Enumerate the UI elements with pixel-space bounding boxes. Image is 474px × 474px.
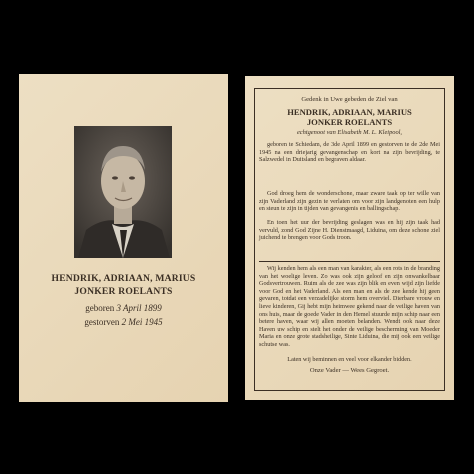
spouse-line: echtgenoot van Elisabeth M. L. Kleipool, (296, 129, 403, 136)
deceased-name-line1: HENDRIK, ADRIAAN, MARIUS (287, 107, 412, 117)
portrait-image (74, 126, 172, 258)
biography-paragraph: geboren te Schiedam, de 3de April 1899 en gestorven te de 2de Mei 1945 na een driejarig gevangenschap en kort na zijn bevrijding, te Salzwedel in Duitsland en begraven aldaar. (259, 141, 440, 164)
birth-label: geboren (85, 303, 115, 313)
death-label: gestorven (84, 317, 120, 327)
deceased-name-line1: HENDRIK, ADRIAAN, MARIUS (51, 273, 196, 284)
deceased-name-line2: JONKER ROELANTS (306, 117, 393, 127)
death-date: 2 Mei 1945 (121, 317, 163, 327)
memorial-paragraph-4: Wij kenden hem als een man van karakter, als een rots in de branding van het woelige leven. Zo was ook zijn geloof en zijn onwankelbaar Godsvertrouwen. Ruim als de zee was zijn blik en even wijd zijn liefde voor God en het Vaderland. Als een man en als de zee kende hij geen gevaren, totdat een verzadelijke storm hem overviel. Dierbare vrouw en lieve kinderen, Gij hebt mijn heimwee gekend naar de veilige haven van ons huis, maar de goede Vader in den Hemel stuurde mijn schip naar een betere haven, waar wij allen moeten belanden. Wendt ook naar deze Haven uw schip en stelt het onder de veilige bescherming van Moeder Maria en onze grote stadsheilige, Sinte Liduina, die mij ook een veilige schutse was. (259, 265, 440, 348)
birth-line (19, 303, 228, 313)
divider-line (259, 261, 440, 262)
memorial-card-front (19, 74, 228, 402)
death-line (19, 317, 228, 327)
prayer-signoff: Onze Vader — Wees Gegroet. (309, 367, 390, 374)
memorial-card-back (245, 76, 454, 400)
memorial-paragraph-2: God droeg hem de wonderschone, maar zware taak op ter wille van zijn Vaderland zijn gezin te verlaten om voor zijn landgenoten een hulp en steun te zijn in tijden van gevangenis en ballingschap. (259, 190, 440, 213)
portrait-photo (74, 126, 172, 258)
closing-line: Laten wij beminnen en veel voor elkander bidden. (287, 356, 412, 363)
memorial-paragraph-3: En toen het uur der bevrijding geslagen was en hij zijn taak had vervuld, zond God Zijne H. Dienstmaagd, Liduina, om deze schone ziel juichend te brengen voor Gods troon. (259, 219, 440, 242)
deceased-name-line2: JONKER ROELANTS (74, 286, 173, 297)
birth-date: 3 April 1899 (116, 303, 162, 313)
prayer-intro: Gedenk in Uwe gebeden de Ziel van (301, 96, 398, 103)
